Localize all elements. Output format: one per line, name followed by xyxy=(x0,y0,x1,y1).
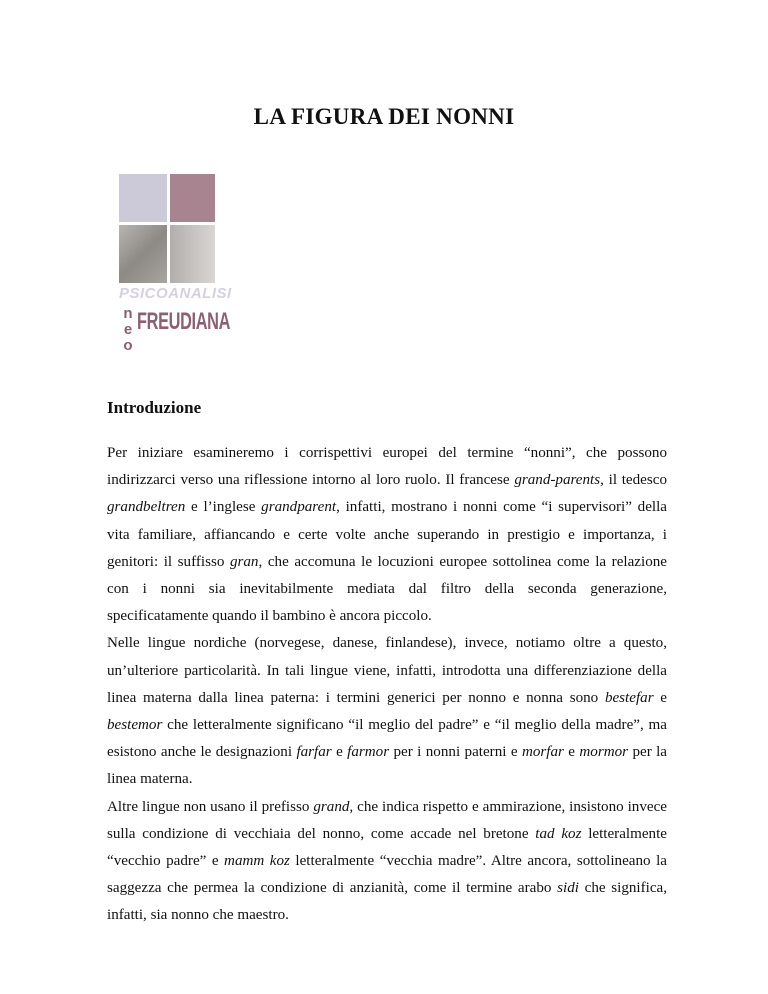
text-run: e l’inglese xyxy=(185,499,262,516)
text-run: e xyxy=(331,744,348,761)
logo-tile-lavender xyxy=(119,174,167,222)
italic-term: gran xyxy=(229,553,259,570)
italic-term: farmor xyxy=(347,744,390,761)
logo-text-psicoanalisi: PSICOANALISI xyxy=(119,285,232,302)
text-run: che indica rispetto e ammirazione, insistono invece sulla condizione di vecchiaia del nonno, come accade nel bretone xyxy=(107,798,667,842)
italic-term: bestemor xyxy=(107,717,163,734)
italic-term: grand, xyxy=(313,798,354,815)
paragraph xyxy=(107,794,667,930)
psicoanalisi-neofreudiana-logo xyxy=(119,174,232,362)
text-run: , il tedesco xyxy=(600,472,668,489)
text-run: , che accomuna le locuzioni europee sottolinea come la relazione con i nonni sia inevitabilmente mediata dal filtro della seconda generazione, specificatamente quando il bambino è ancora piccolo. xyxy=(107,553,667,625)
section-heading: Introduzione xyxy=(107,398,202,417)
text-run: letteralmente “vecchio padre” e xyxy=(107,825,667,870)
text-run: per i nonni paterni e xyxy=(389,744,522,761)
body-text xyxy=(107,440,667,930)
logo-neo-e: e xyxy=(123,321,133,338)
italic-term: mormor xyxy=(579,744,629,761)
text-run: Altre lingue non usano il prefisso xyxy=(107,798,314,815)
logo-text-freudiana: FREUDIANA xyxy=(137,308,231,335)
text-run: che letteralmente significano “il meglio del padre” e “il meglio della madre”, ma esistono anche le designazioni xyxy=(107,717,667,761)
logo-text-neo xyxy=(121,306,135,354)
paragraph xyxy=(107,440,667,630)
text-run: Nelle lingue nordiche (norvegese, danese, finlandese), invece, notiamo oltre a questo, un’ulteriore particolarità. In tali lingue viene, infatti, introdotta una differenziazione della linea materna dalla linea paterna: i termini generici per nonno e nonna sono xyxy=(107,635,667,706)
logo-tile-grey xyxy=(170,225,215,283)
document-title: LA FIGURA DEI NONNI xyxy=(253,104,515,129)
logo-neo-o: o xyxy=(123,337,133,354)
paragraph xyxy=(107,630,667,793)
text-run: per la linea materna. xyxy=(107,744,668,788)
logo-tile-sculpture xyxy=(119,225,167,283)
text-run: Per iniziare esamineremo i corrispettivi europei del termine “nonni”, che possono indirizzarci verso una riflessione intorno al loro ruolo. Il francese xyxy=(107,445,667,489)
italic-term: farfar xyxy=(296,744,332,761)
italic-term: sidi xyxy=(557,880,579,897)
italic-term: grand-parents xyxy=(514,472,601,489)
italic-term: bestefar xyxy=(604,689,654,706)
italic-term: grandbeltren xyxy=(107,499,186,516)
italic-term: tad koz xyxy=(535,825,582,842)
italic-term: grandparent xyxy=(261,499,337,516)
italic-term: mamm koz xyxy=(224,853,290,870)
text-run: , infatti, mostrano i nonni come “i supervisori” della vita familiare, affiancando e certe volte anche superando in prestigio e importanza, i genitori: il suffisso xyxy=(107,499,667,570)
text-run: e xyxy=(563,744,580,761)
text-run: letteralmente “vecchia madre”. Altre ancora, sottolineano la saggezza che permea la condizione di anzianità, come il termine arabo xyxy=(107,853,667,897)
text-run: e xyxy=(653,689,667,706)
logo-tile-mauve xyxy=(170,174,215,222)
italic-term: morfar xyxy=(521,744,564,761)
logo-neo-n: n xyxy=(123,305,133,322)
text-run: che significa, infatti, sia nonno che maestro. xyxy=(107,880,667,924)
